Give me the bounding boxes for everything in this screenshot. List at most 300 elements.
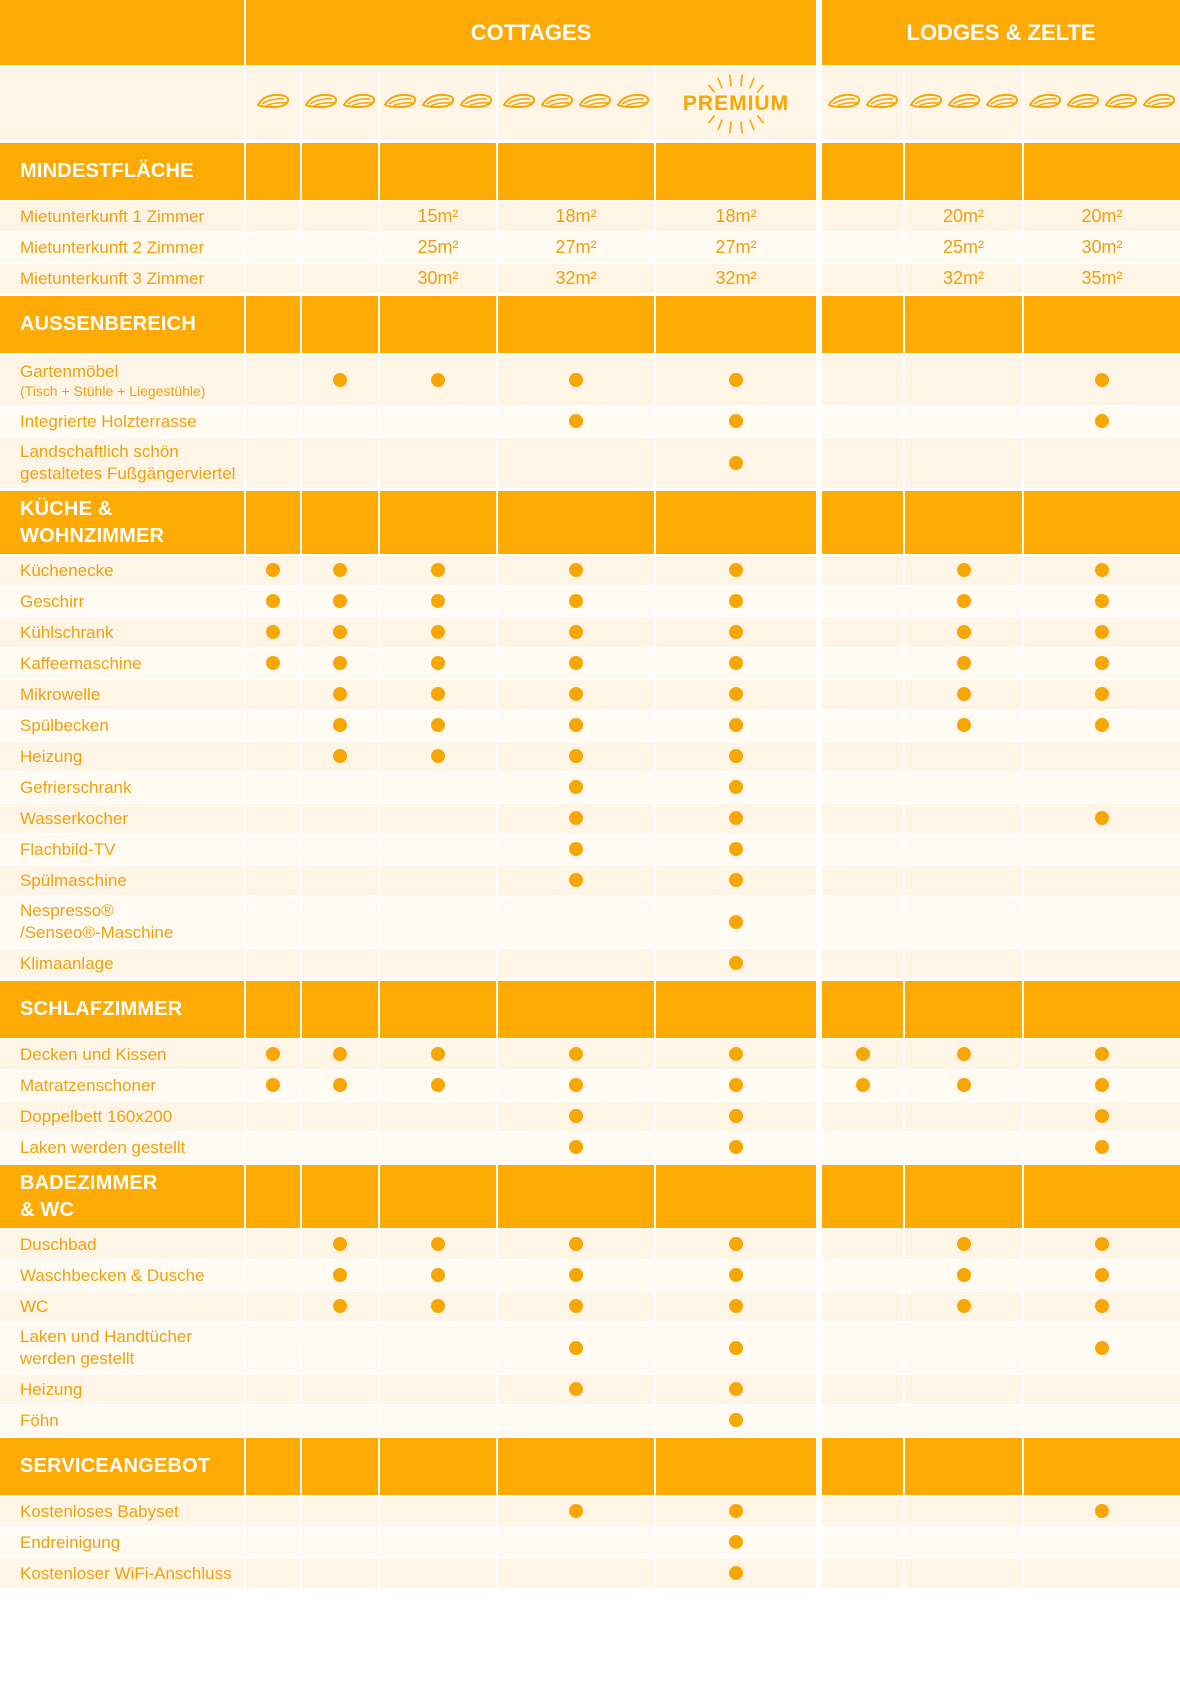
table-cell: [246, 200, 302, 231]
included-dot: [431, 687, 445, 701]
table-cell: [822, 1321, 905, 1373]
included-dot: [729, 373, 743, 387]
table-cell: [246, 833, 302, 864]
table-cell: [380, 647, 498, 678]
table-row: [0, 1259, 1180, 1290]
table-cell: [302, 709, 380, 740]
table-cell: [656, 1404, 822, 1435]
table-cell: [822, 1069, 905, 1100]
table-cell: [656, 1259, 822, 1290]
row-label: [0, 1290, 246, 1321]
table-cell: [246, 947, 302, 978]
table-cell: [905, 353, 1024, 405]
row-label-text: WC: [20, 1296, 49, 1316]
rating-cell: [1024, 65, 1180, 140]
row-label: [0, 1069, 246, 1100]
included-dot: [431, 1237, 445, 1251]
table-cell: [380, 709, 498, 740]
shell-icon: [1142, 92, 1176, 110]
row-label-text: Spülbecken: [20, 715, 109, 735]
table-cell: [822, 1131, 905, 1162]
section-header-cell: [302, 1435, 380, 1495]
table-cell: [822, 947, 905, 978]
table-cell: [905, 1290, 1024, 1321]
table-cell: [905, 740, 1024, 771]
table-row: [0, 1404, 1180, 1435]
rating-cell: [822, 65, 905, 140]
table-cell: [246, 678, 302, 709]
table-cell: [656, 554, 822, 585]
section-header-cell: [380, 488, 498, 554]
section-title: [0, 1162, 246, 1228]
table-cell: [302, 1228, 380, 1259]
table-cell: [498, 647, 656, 678]
table-cell: [656, 1373, 822, 1404]
shell-rating: [909, 92, 1019, 110]
section-title-text: SCHLAFZIMMER: [20, 998, 183, 1020]
row-label-text: /Senseo®-Maschine: [20, 923, 174, 942]
table-cell: [246, 1228, 302, 1259]
shell-icon: [383, 92, 417, 110]
row-label: [0, 1100, 246, 1131]
table-cell: [302, 1100, 380, 1131]
included-dot: [957, 656, 971, 670]
included-dot: [1095, 1140, 1109, 1154]
table-row: [0, 1038, 1180, 1069]
shell-icon: [256, 92, 290, 110]
row-label: [0, 262, 246, 293]
table-cell: [905, 405, 1024, 436]
table-cell: [1024, 436, 1180, 488]
table-cell: [656, 231, 822, 262]
row-label-text: Waschbecken & Dusche: [20, 1265, 205, 1285]
table-cell: [246, 1526, 302, 1557]
table-cell: [498, 353, 656, 405]
table-cell: [656, 1069, 822, 1100]
included-dot: [569, 1299, 583, 1313]
table-cell: [905, 947, 1024, 978]
table-row: [0, 1526, 1180, 1557]
row-label-text: Matratzenschoner: [20, 1075, 157, 1095]
table-cell: [302, 864, 380, 895]
section-header-cell: [380, 1435, 498, 1495]
table-cell: [656, 405, 822, 436]
table-cell: [656, 1557, 822, 1588]
included-dot: [569, 373, 583, 387]
row-label-text: Mietunterkunft 3 Zimmer: [20, 268, 205, 288]
included-dot: [431, 563, 445, 577]
shell-icon: [578, 92, 612, 110]
table-cell: [498, 405, 656, 436]
table-cell: [380, 947, 498, 978]
table-cell: [246, 1069, 302, 1100]
rating-cell: [380, 65, 498, 140]
area-value: 20m²: [943, 206, 985, 226]
row-label-text: Integrierte Holzterrasse: [20, 411, 197, 431]
table-cell: [498, 678, 656, 709]
table-cell: [302, 1526, 380, 1557]
table-cell: [246, 405, 302, 436]
row-label: [0, 864, 246, 895]
table-cell: [905, 1404, 1024, 1435]
included-dot: [431, 1078, 445, 1092]
section-header-cell: [656, 1162, 822, 1228]
table-cell: [498, 740, 656, 771]
included-dot: [333, 1299, 347, 1313]
table-row: [0, 895, 1180, 947]
section-header-cell: [822, 1435, 905, 1495]
table-cell: [656, 1228, 822, 1259]
included-dot: [333, 373, 347, 387]
row-label: [0, 1259, 246, 1290]
table-row: [0, 1228, 1180, 1259]
included-dot: [729, 563, 743, 577]
shell-rating: [383, 92, 493, 110]
table-cell: [498, 436, 656, 488]
table-cell: [246, 1557, 302, 1588]
area-value: 15m²: [417, 206, 459, 226]
table-row: [0, 231, 1180, 262]
included-dot: [569, 1341, 583, 1355]
table-cell: [246, 1373, 302, 1404]
table-cell: [302, 895, 380, 947]
row-label: [0, 436, 246, 488]
rating-cell: [302, 65, 380, 140]
included-dot: [431, 718, 445, 732]
included-dot: [856, 1047, 870, 1061]
table-cell: [380, 1495, 498, 1526]
table-row: [0, 709, 1180, 740]
row-label-text: Geschirr: [20, 591, 85, 611]
table-cell: [656, 585, 822, 616]
section-header-cell: [1024, 1162, 1180, 1228]
shell-icon: [304, 92, 338, 110]
table-cell: [302, 1404, 380, 1435]
shell-icon: [540, 92, 574, 110]
table-cell: [905, 616, 1024, 647]
table-cell: [498, 554, 656, 585]
table-cell: [656, 1526, 822, 1557]
included-dot: [266, 1047, 280, 1061]
table-cell: [822, 771, 905, 802]
section-header-cell: [302, 293, 380, 353]
section-title-text: MINDESTFLÄCHE: [20, 160, 194, 182]
table-cell: [380, 678, 498, 709]
included-dot: [431, 749, 445, 763]
section-header-cell: [498, 1435, 656, 1495]
table-cell: [656, 864, 822, 895]
section-header-row: [0, 1435, 1180, 1495]
included-dot: [729, 1413, 743, 1427]
area-value: 32m²: [715, 268, 757, 288]
table-cell: [822, 231, 905, 262]
table-cell: [246, 1290, 302, 1321]
rating-cell: [498, 65, 656, 140]
section-title-text: KÜCHE &: [20, 497, 113, 520]
table-cell: [822, 1259, 905, 1290]
table-cell: [246, 1038, 302, 1069]
table-cell: [302, 1321, 380, 1373]
section-header-cell: [905, 140, 1024, 200]
table-cell: [498, 1321, 656, 1373]
row-label: [0, 647, 246, 678]
included-dot: [1095, 594, 1109, 608]
included-dot: [569, 656, 583, 670]
table-cell: [822, 353, 905, 405]
table-cell: [1024, 200, 1180, 231]
section-header-cell: [656, 978, 822, 1038]
section-header-cell: [905, 1162, 1024, 1228]
table-cell: [302, 833, 380, 864]
row-label-text: Landschaftlich schön: [20, 442, 179, 461]
included-dot: [856, 1078, 870, 1092]
included-dot: [569, 1504, 583, 1518]
section-header-cell: [246, 488, 302, 554]
table-cell: [905, 895, 1024, 947]
table-cell: [498, 771, 656, 802]
table-cell: [905, 1228, 1024, 1259]
table-cell: [302, 200, 380, 231]
included-dot: [1095, 656, 1109, 670]
row-label: [0, 1038, 246, 1069]
included-dot: [729, 1268, 743, 1282]
included-dot: [333, 1078, 347, 1092]
table-row: [0, 947, 1180, 978]
shell-icon: [421, 92, 455, 110]
table-cell: [822, 709, 905, 740]
table-cell: [1024, 616, 1180, 647]
included-dot: [1095, 1268, 1109, 1282]
section-title: [0, 1435, 246, 1495]
table-cell: [905, 200, 1024, 231]
shell-icon: [985, 92, 1019, 110]
shell-icon: [865, 92, 899, 110]
table-cell: [246, 353, 302, 405]
table-cell: [822, 1404, 905, 1435]
included-dot: [569, 687, 583, 701]
included-dot: [266, 625, 280, 639]
table-cell: [246, 1259, 302, 1290]
section-header-cell: [1024, 488, 1180, 554]
row-label: [0, 1321, 246, 1373]
cottages-header: COTTAGES: [246, 0, 822, 65]
table-cell: [302, 554, 380, 585]
shell-icon: [459, 92, 493, 110]
row-label-text: Klimaanlage: [20, 953, 114, 973]
table-cell: [822, 200, 905, 231]
table-cell: [302, 947, 380, 978]
table-row: [0, 802, 1180, 833]
table-cell: [656, 353, 822, 405]
section-header-cell: [656, 488, 822, 554]
included-dot: [569, 414, 583, 428]
table-cell: [905, 771, 1024, 802]
table-cell: [302, 1373, 380, 1404]
included-dot: [1095, 1078, 1109, 1092]
shell-icon: [502, 92, 536, 110]
row-label: [0, 740, 246, 771]
table-cell: [498, 616, 656, 647]
section-header-cell: [1024, 140, 1180, 200]
table-cell: [498, 1100, 656, 1131]
table-cell: [246, 647, 302, 678]
included-dot: [333, 687, 347, 701]
section-header-cell: [498, 488, 656, 554]
included-dot: [266, 594, 280, 608]
table-cell: [498, 1404, 656, 1435]
table-cell: [905, 1526, 1024, 1557]
included-dot: [729, 656, 743, 670]
section-title: [0, 140, 246, 200]
included-dot: [957, 563, 971, 577]
table-cell: [246, 1131, 302, 1162]
table-cell: [905, 864, 1024, 895]
table-cell: [380, 771, 498, 802]
included-dot: [333, 656, 347, 670]
included-dot: [569, 1268, 583, 1282]
included-dot: [266, 563, 280, 577]
table-cell: [1024, 1290, 1180, 1321]
included-dot: [1095, 414, 1109, 428]
included-dot: [729, 1078, 743, 1092]
section-title: [0, 293, 246, 353]
row-label: [0, 1495, 246, 1526]
table-cell: [1024, 1404, 1180, 1435]
table-cell: [1024, 405, 1180, 436]
table-cell: [302, 262, 380, 293]
included-dot: [1095, 563, 1109, 577]
included-dot: [957, 687, 971, 701]
table-cell: [380, 1259, 498, 1290]
row-label: [0, 771, 246, 802]
table-row: [0, 1373, 1180, 1404]
table-cell: [822, 895, 905, 947]
included-dot: [729, 1237, 743, 1251]
included-dot: [569, 1140, 583, 1154]
row-label-text: Gefrierschrank: [20, 777, 132, 797]
table-cell: [380, 1373, 498, 1404]
included-dot: [569, 1382, 583, 1396]
table-cell: [822, 1228, 905, 1259]
table-cell: [822, 1495, 905, 1526]
rating-corner: [0, 65, 246, 140]
section-header-cell: [1024, 1435, 1180, 1495]
table-cell: [1024, 895, 1180, 947]
table-row: [0, 833, 1180, 864]
included-dot: [333, 594, 347, 608]
section-title: [0, 488, 246, 554]
included-dot: [569, 873, 583, 887]
table-cell: [380, 1557, 498, 1588]
included-dot: [957, 1237, 971, 1251]
included-dot: [431, 1268, 445, 1282]
section-header-cell: [905, 978, 1024, 1038]
table-cell: [905, 585, 1024, 616]
table-cell: [656, 678, 822, 709]
row-label: [0, 1131, 246, 1162]
table-cell: [1024, 709, 1180, 740]
included-dot: [569, 718, 583, 732]
table-cell: [302, 802, 380, 833]
table-cell: [905, 262, 1024, 293]
table-cell: [498, 1557, 656, 1588]
table-cell: [380, 262, 498, 293]
included-dot: [957, 594, 971, 608]
row-label-text: Decken und Kissen: [20, 1044, 167, 1064]
included-dot: [569, 594, 583, 608]
row-label-text: Laken und Handtücher: [20, 1327, 193, 1346]
table-cell: [302, 1038, 380, 1069]
included-dot: [729, 842, 743, 856]
table-cell: [498, 1131, 656, 1162]
section-header-cell: [302, 1162, 380, 1228]
table-cell: [246, 262, 302, 293]
table-cell: [498, 709, 656, 740]
section-header-row: [0, 488, 1180, 554]
included-dot: [569, 749, 583, 763]
included-dot: [569, 780, 583, 794]
included-dot: [729, 1140, 743, 1154]
table-cell: [498, 200, 656, 231]
area-value: 25m²: [943, 237, 985, 257]
table-cell: [498, 864, 656, 895]
included-dot: [729, 414, 743, 428]
included-dot: [729, 749, 743, 763]
section-header-row: [0, 140, 1180, 200]
table-cell: [498, 262, 656, 293]
table-cell: [302, 740, 380, 771]
table-cell: [822, 616, 905, 647]
included-dot: [266, 1078, 280, 1092]
included-dot: [569, 1109, 583, 1123]
row-label-text: Duschbad: [20, 1234, 97, 1254]
row-label: [0, 1557, 246, 1588]
section-header-cell: [498, 1162, 656, 1228]
included-dot: [569, 811, 583, 825]
table-cell: [498, 1228, 656, 1259]
shell-rating: [827, 92, 899, 110]
table-cell: [1024, 1069, 1180, 1100]
included-dot: [957, 718, 971, 732]
included-dot: [1095, 625, 1109, 639]
section-header-row: [0, 293, 1180, 353]
row-label-text: Heizung: [20, 746, 83, 766]
table-cell: [905, 802, 1024, 833]
section-header-cell: [498, 978, 656, 1038]
area-value: 35m²: [1081, 268, 1123, 288]
section-header-cell: [822, 293, 905, 353]
table-row: [0, 1321, 1180, 1373]
table-cell: [380, 1228, 498, 1259]
premium-label: PREMIUM: [682, 91, 790, 115]
included-dot: [729, 780, 743, 794]
row-label: [0, 231, 246, 262]
table-row: [0, 771, 1180, 802]
row-label: [0, 616, 246, 647]
table-cell: [380, 740, 498, 771]
section-header-row: [0, 1162, 1180, 1228]
table-cell: [822, 1557, 905, 1588]
table-cell: [498, 1526, 656, 1557]
included-dot: [431, 656, 445, 670]
included-dot: [569, 842, 583, 856]
included-dot: [729, 1566, 743, 1580]
table-cell: [246, 231, 302, 262]
rating-cell: [246, 65, 302, 140]
included-dot: [957, 625, 971, 639]
table-cell: [656, 1100, 822, 1131]
table-cell: [380, 436, 498, 488]
